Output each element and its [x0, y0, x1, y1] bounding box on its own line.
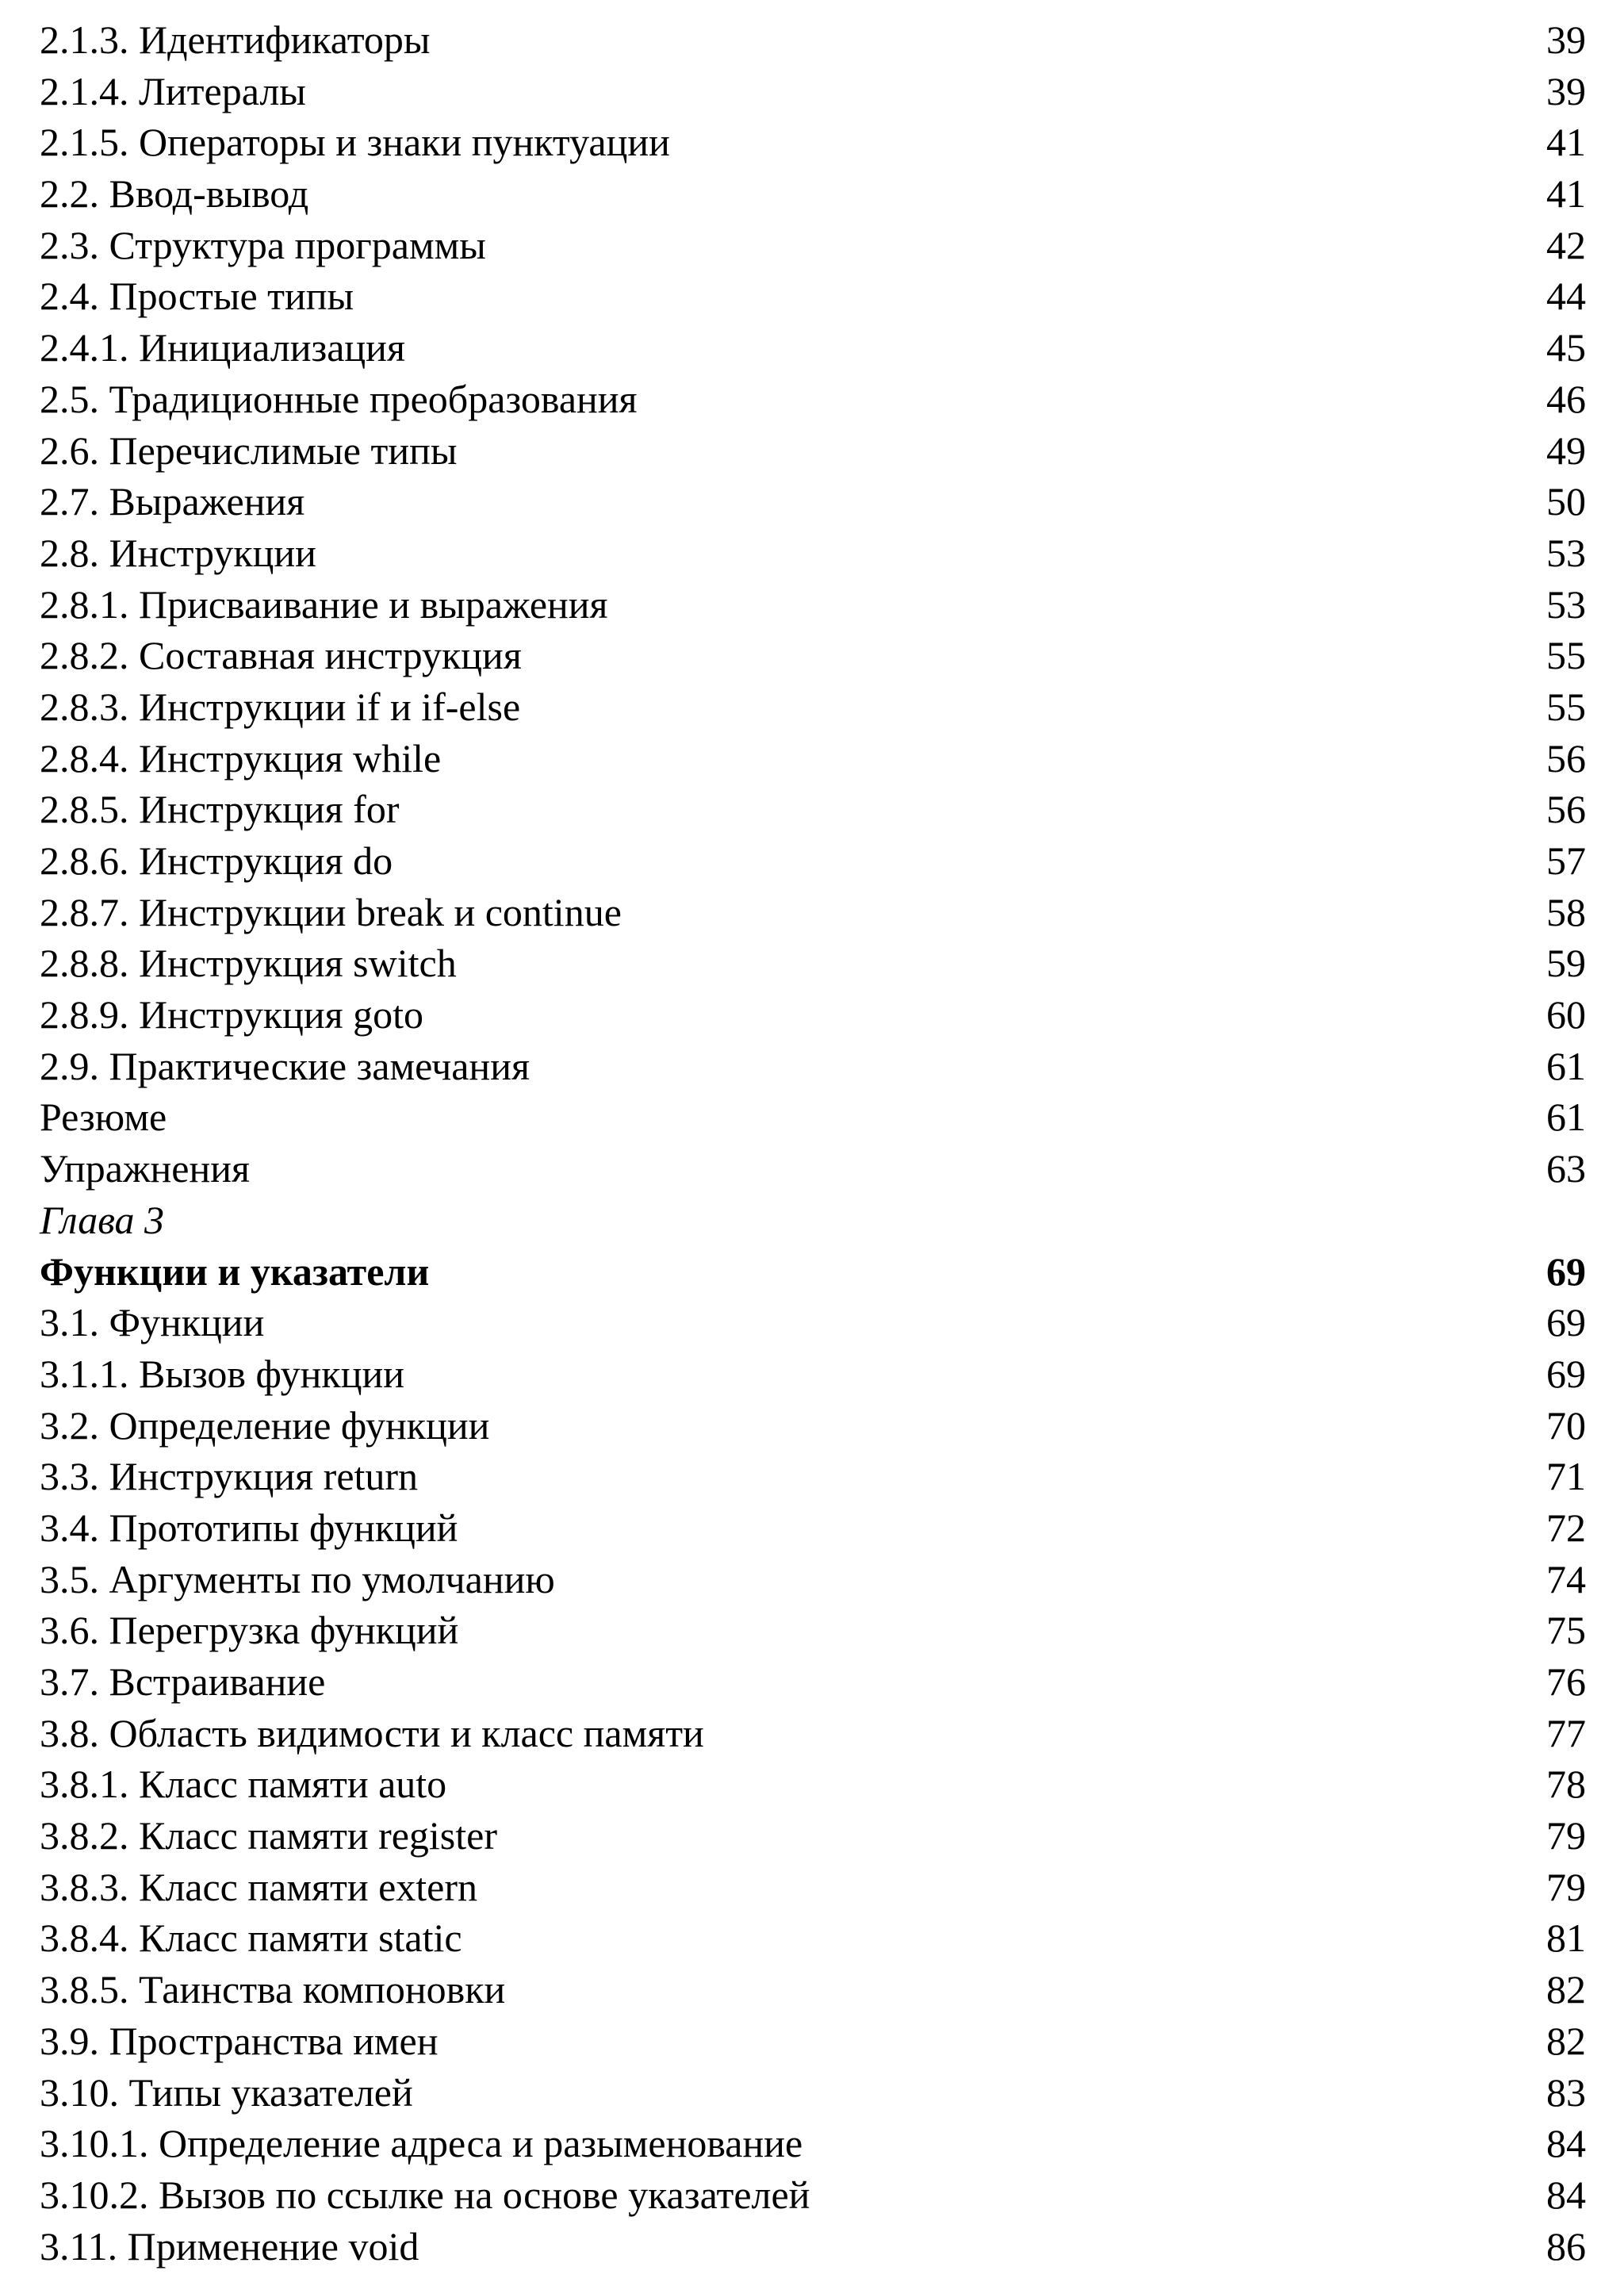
- toc-entry-title: 3.2. Определение функции: [40, 1402, 490, 1448]
- toc-entry: [40, 168, 1586, 220]
- toc-entry: [40, 681, 1586, 733]
- toc-entry-title: 2.7. Выражения: [40, 479, 305, 524]
- toc-entry: [40, 1964, 1586, 2015]
- toc-entry-page: 79: [1546, 1813, 1586, 1858]
- toc-entry-page: 81: [1546, 1916, 1586, 1961]
- toc-entry-title: Упражнения: [40, 1146, 250, 1191]
- toc-entry-page: 41: [1546, 171, 1586, 217]
- toc-entry: [40, 1862, 1586, 1913]
- toc-entry-page: 75: [1546, 1608, 1586, 1653]
- toc-entry-title: 2.1.3. Идентификаторы: [40, 17, 431, 62]
- toc-entry-page: 50: [1546, 479, 1586, 524]
- toc-entry-title: Глава 3: [40, 1197, 165, 1242]
- toc-entry-page: 53: [1546, 530, 1586, 575]
- toc-entry-page: 79: [1546, 1864, 1586, 1909]
- toc-entry-page: 58: [1546, 889, 1586, 934]
- toc-entry-title: 2.8.7. Инструкции break и continue: [40, 889, 622, 934]
- toc-entry: [40, 630, 1586, 681]
- toc-entry-title: 2.8.9. Инструкция goto: [40, 992, 424, 1037]
- toc-entry: [40, 1708, 1586, 1759]
- toc-entry-title: 2.8.2. Составная инструкция: [40, 633, 522, 678]
- toc-entry: [40, 14, 1586, 66]
- toc-entry: [40, 1297, 1586, 1348]
- toc-entry: [40, 2067, 1586, 2119]
- toc-entry: [40, 989, 1586, 1041]
- toc-entry-title: 2.8.6. Инструкция do: [40, 838, 393, 883]
- toc-entry-page: 44: [1546, 274, 1586, 319]
- toc-entry-page: 69: [1546, 1351, 1586, 1396]
- toc-entry-page: 55: [1546, 684, 1586, 729]
- toc-entry-title: 3.8.3. Класс памяти extern: [40, 1864, 478, 1909]
- toc-entry: [40, 66, 1586, 117]
- toc-entry-page: 45: [1546, 325, 1586, 370]
- toc-entry-title: 2.8.5. Инструкция for: [40, 787, 400, 832]
- toc-entry-title: 3.3. Инструкция return: [40, 1454, 419, 1499]
- toc-entry: [40, 270, 1586, 322]
- toc-entry-page: 42: [1546, 222, 1586, 267]
- toc-entry-page: 53: [1546, 581, 1586, 627]
- toc-entry-title: 3.10. Типы указателей: [40, 2069, 413, 2115]
- toc-entry-title: 3.6. Перегрузка функций: [40, 1608, 459, 1653]
- toc-entry-title: 2.2. Ввод-вывод: [40, 171, 309, 217]
- toc-entry: [40, 2221, 1586, 2272]
- toc-entry-page: 83: [1546, 2069, 1586, 2115]
- toc-entry: [40, 1758, 1586, 1810]
- toc-entry: [40, 2169, 1586, 2221]
- toc-entry-title: 3.8.4. Класс памяти static: [40, 1916, 462, 1961]
- toc-entry-title: 2.8. Инструкции: [40, 530, 316, 575]
- toc-entry-title: 2.1.5. Операторы и знаки пунктуации: [40, 120, 670, 165]
- toc-entry-page: 49: [1546, 428, 1586, 473]
- toc-entry-page: 61: [1546, 1043, 1586, 1088]
- toc-entry-page: 55: [1546, 633, 1586, 678]
- toc-entry: [40, 1605, 1586, 1656]
- toc-entry-title: 2.5. Традиционные преобразования: [40, 376, 638, 421]
- toc-entry-title: 3.7. Встраивание: [40, 1659, 326, 1704]
- toc-entry-page: 57: [1546, 838, 1586, 883]
- toc-entry: [40, 1091, 1586, 1143]
- toc-entry: [40, 322, 1586, 374]
- toc-entry-title: 2.8.3. Инструкции if и if-else: [40, 684, 521, 729]
- toc-entry-page: 61: [1546, 1095, 1586, 1140]
- toc-entry: [40, 1502, 1586, 1554]
- toc-entry-page: 60: [1546, 992, 1586, 1037]
- toc-entry-title: 3.5. Аргументы по умолчанию: [40, 1556, 555, 1601]
- toc-entry-page: 39: [1546, 17, 1586, 62]
- toc-entry-title: 2.8.1. Присваивание и выражения: [40, 581, 608, 627]
- toc-entry-page: 84: [1546, 2172, 1586, 2217]
- toc-entry-title: 3.1. Функции: [40, 1300, 265, 1345]
- toc-entry: [40, 527, 1586, 579]
- toc-entry-title: Функции и указатели: [40, 1248, 430, 1294]
- toc-entry-page: 78: [1546, 1762, 1586, 1807]
- toc-entry-page: 76: [1546, 1659, 1586, 1704]
- toc-entry: [40, 1912, 1586, 1964]
- toc-entry-title: 3.8.1. Класс памяти auto: [40, 1762, 447, 1807]
- toc-entry-page: 74: [1546, 1556, 1586, 1601]
- toc-entry-title: 2.3. Структура программы: [40, 222, 486, 267]
- toc-entry-page: 41: [1546, 120, 1586, 165]
- toc-entry-title: 2.4. Простые типы: [40, 274, 354, 319]
- toc-entry: [40, 887, 1586, 938]
- toc-entry-title: 3.8. Область видимости и класс памяти: [40, 1710, 704, 1755]
- toc-entry-page: 71: [1546, 1454, 1586, 1499]
- toc-entry-title: 3.1.1. Вызов функции: [40, 1351, 404, 1396]
- toc-entry: [40, 835, 1586, 887]
- toc-entry: [40, 220, 1586, 271]
- toc-entry-title: 3.4. Прототипы функций: [40, 1505, 458, 1550]
- toc-entry: [40, 938, 1586, 989]
- toc-entry-page: 84: [1546, 2121, 1586, 2166]
- toc-entry-page: 72: [1546, 1505, 1586, 1550]
- toc-entry: [40, 2015, 1586, 2067]
- toc-entry-title: 3.11. Применение void: [40, 2223, 419, 2269]
- table-of-contents: [40, 14, 1586, 2272]
- toc-entry: [40, 476, 1586, 527]
- toc-entry-page: 39: [1546, 68, 1586, 113]
- toc-entry-title: 2.8.8. Инструкция switch: [40, 941, 457, 986]
- toc-entry: [40, 1554, 1586, 1605]
- toc-entry: [40, 1041, 1586, 1092]
- toc-entry: [40, 733, 1586, 784]
- toc-entry-page: 82: [1546, 2018, 1586, 2063]
- toc-entry-page: 56: [1546, 735, 1586, 780]
- toc-entry-title: Резюме: [40, 1095, 167, 1140]
- toc-entry: [40, 1348, 1586, 1400]
- toc-entry: [40, 374, 1586, 425]
- toc-entry: [40, 2118, 1586, 2169]
- toc-entry: [40, 579, 1586, 631]
- toc-entry-page: 46: [1546, 376, 1586, 421]
- toc-entry-title: 3.9. Пространства имен: [40, 2018, 439, 2063]
- toc-entry-page: 77: [1546, 1710, 1586, 1755]
- toc-entry-title: 3.8.2. Класс памяти register: [40, 1813, 498, 1858]
- toc-entry-title: 2.4.1. Инициализация: [40, 325, 405, 370]
- toc-chapter-label: [40, 1195, 1586, 1246]
- toc-entry: [40, 1143, 1586, 1195]
- toc-entry: [40, 425, 1586, 477]
- toc-entry-page: 82: [1546, 1967, 1586, 2012]
- toc-entry-title: 2.8.4. Инструкция while: [40, 735, 442, 780]
- toc-entry-page: 86: [1546, 2223, 1586, 2269]
- toc-entry-title: 2.9. Практические замечания: [40, 1043, 530, 1088]
- toc-entry-title: 3.10.2. Вызов по ссылке на основе указателей: [40, 2172, 810, 2217]
- toc-entry: [40, 117, 1586, 168]
- toc-entry: [40, 1656, 1586, 1708]
- toc-entry-page: 56: [1546, 787, 1586, 832]
- toc-entry-title: 2.6. Перечислимые типы: [40, 428, 458, 473]
- toc-entry-page: 59: [1546, 941, 1586, 986]
- toc-entry-page: 69: [1546, 1300, 1586, 1345]
- toc-entry-title: 3.10.1. Определение адреса и разыменование: [40, 2121, 803, 2166]
- toc-entry: [40, 1400, 1586, 1452]
- toc-entry: [40, 1810, 1586, 1862]
- toc-entry-page: 70: [1546, 1402, 1586, 1448]
- toc-entry-title: 2.1.4. Литералы: [40, 68, 306, 113]
- toc-chapter-title: [40, 1246, 1586, 1298]
- toc-entry: [40, 1451, 1586, 1502]
- toc-entry-page: 69: [1546, 1248, 1586, 1294]
- toc-entry: [40, 784, 1586, 835]
- toc-entry-page: 63: [1546, 1146, 1586, 1191]
- toc-entry-title: 3.8.5. Таинства компоновки: [40, 1967, 506, 2012]
